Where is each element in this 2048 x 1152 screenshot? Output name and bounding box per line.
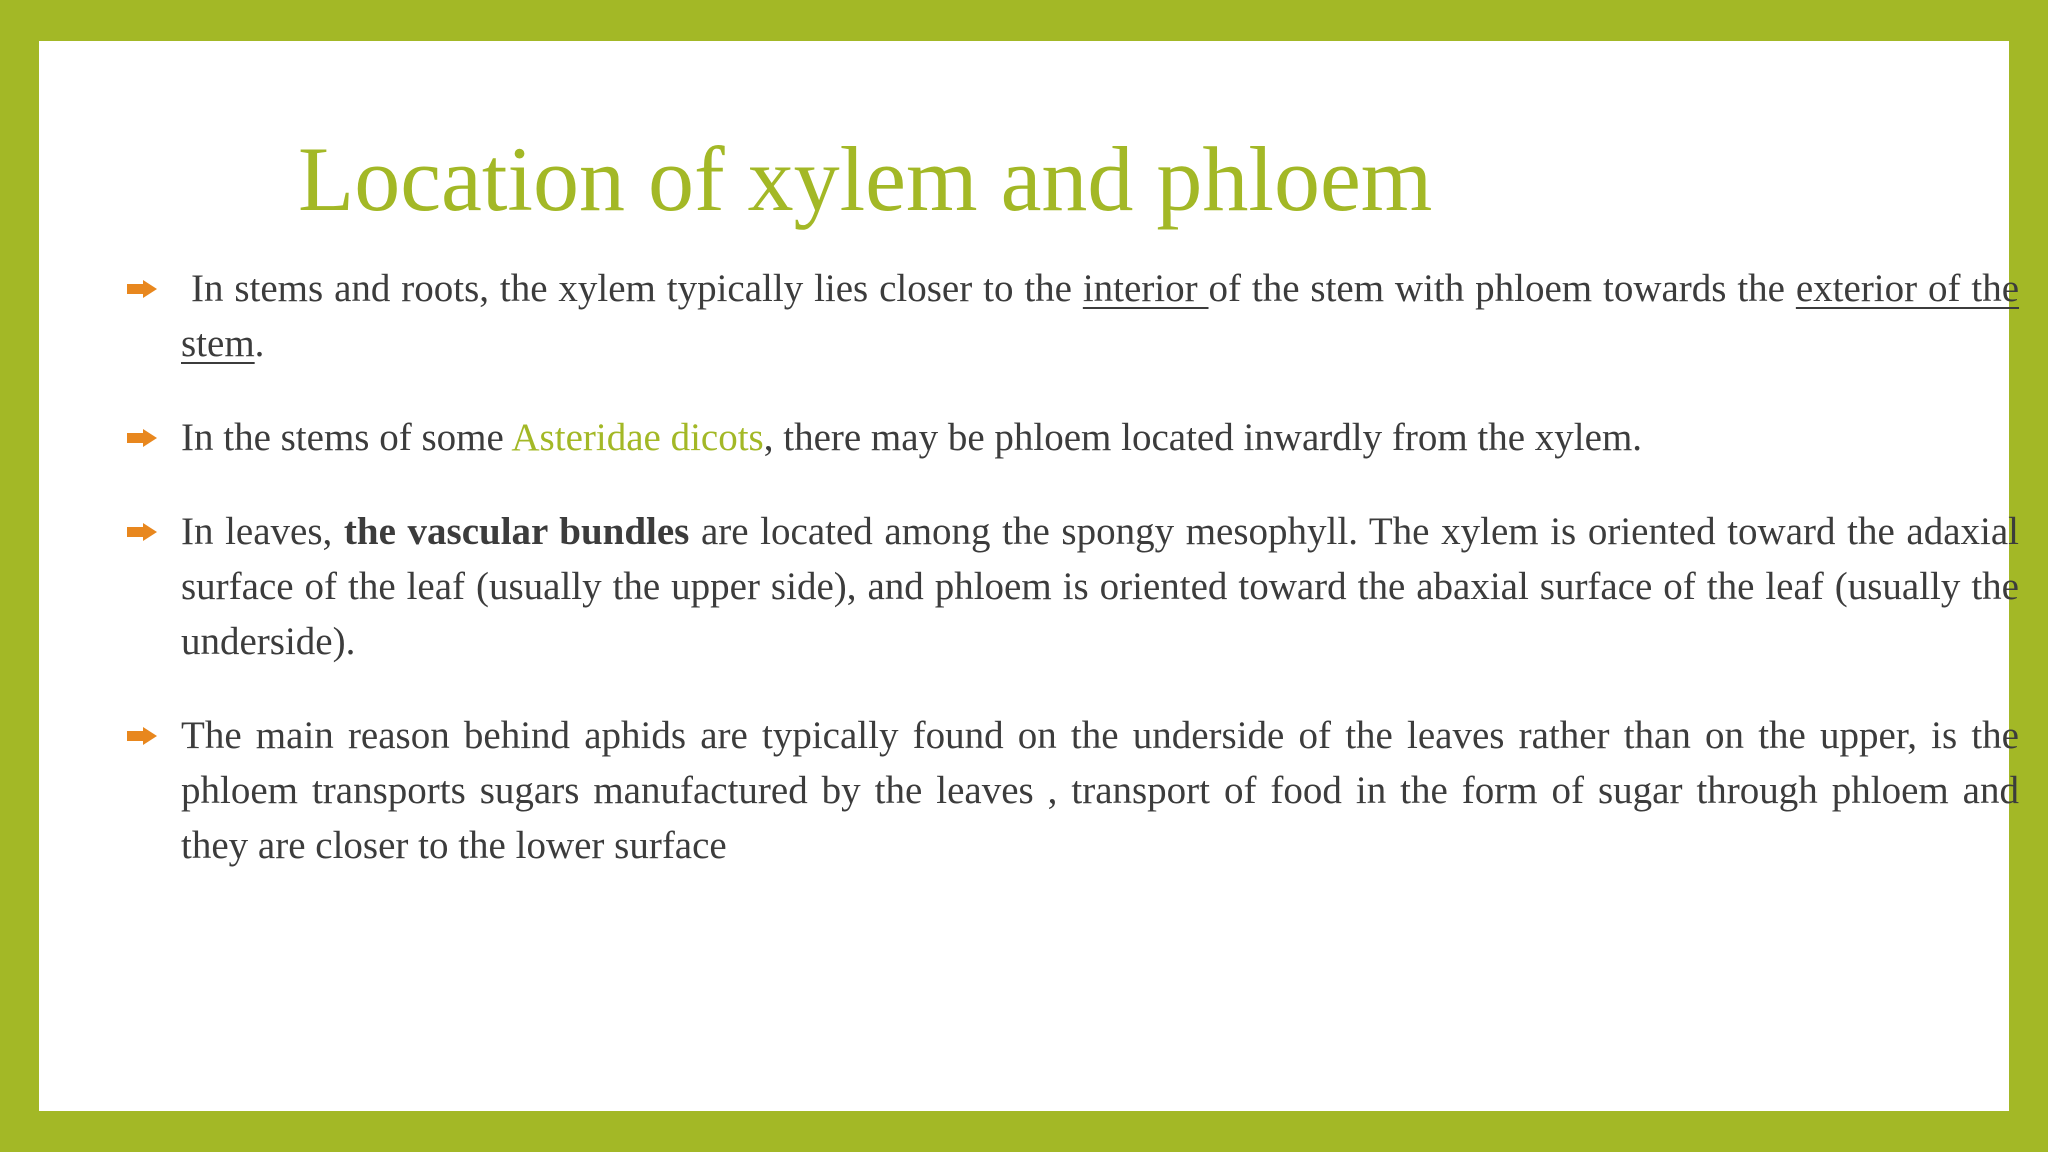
- bullet-text: In stems and roots, the xylem typically lies closer to the: [191, 267, 1083, 310]
- slide-title: Location of xylem and phloem: [298, 128, 1433, 230]
- bullet-item: [127, 261, 2019, 371]
- bullet-list: [127, 261, 2019, 873]
- bullet-text: The main reason behind aphids are typically found on the underside of the leaves rather than on the upper, is the phloem transports sugars manufactured by the leaves , transport of food in the form of sugar through phloem and they are closer to the lower surface: [181, 714, 2019, 867]
- bullet-text: In the stems of some: [181, 416, 512, 459]
- bullet-text: are located among the spongy mesophyll. The xylem is oriented toward the adaxial surface of the leaf (usually the upper side), and phloem is oriented toward the abaxial surface of the leaf (usually the underside).: [181, 510, 2019, 663]
- arrow-right-icon: [127, 523, 157, 541]
- highlighted-term: Asteridae dicots: [511, 416, 764, 459]
- bullet-item: [127, 708, 2019, 873]
- bullet-text: In leaves,: [181, 510, 344, 553]
- underlined-term-exterior: exterior of the stem: [181, 267, 2020, 365]
- bullet-text: , there may be phloem located inwardly from the xylem.: [763, 416, 1643, 459]
- arrow-right-icon: [127, 429, 157, 447]
- arrow-right-icon: [127, 280, 157, 298]
- slide-content-panel: [39, 41, 2020, 1111]
- bullet-text: of the stem with phloem towards the: [1208, 267, 1796, 310]
- bold-term: the vascular bundles: [343, 510, 690, 553]
- bullet-text: .: [254, 322, 265, 365]
- bullet-item: [127, 410, 2019, 465]
- arrow-right-icon: [127, 727, 157, 745]
- bullet-item: [127, 504, 2019, 669]
- underlined-term-interior: interior: [1082, 267, 1209, 310]
